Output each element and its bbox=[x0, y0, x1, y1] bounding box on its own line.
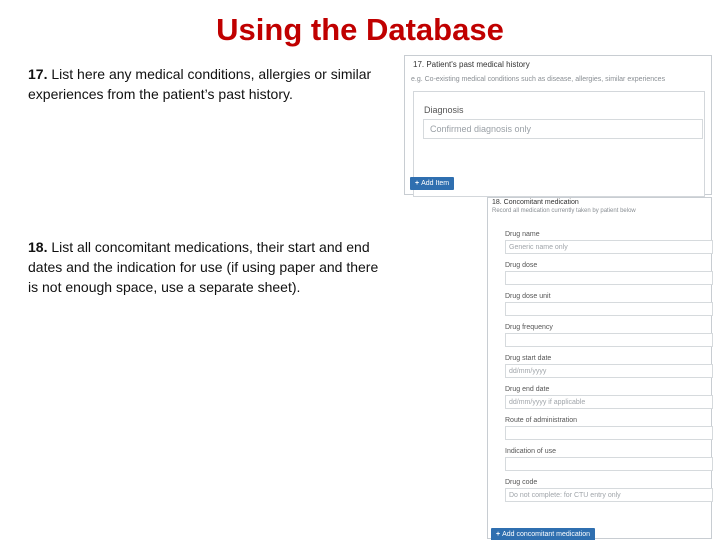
panel-18-hint: Record all medication currently taken by patient below bbox=[492, 208, 636, 214]
concomitant-medication-panel bbox=[487, 197, 712, 539]
medication-field bbox=[505, 323, 713, 347]
question-18-text bbox=[28, 237, 388, 297]
diagnosis-label: Diagnosis bbox=[424, 105, 464, 115]
add-item-label: Add Item bbox=[421, 180, 450, 187]
add-concomitant-medication-button[interactable] bbox=[491, 528, 595, 540]
medication-field-input[interactable]: Do not complete: for CTU entry only bbox=[505, 488, 713, 502]
medication-field-label: Drug start date bbox=[505, 355, 552, 362]
medication-field bbox=[505, 354, 713, 378]
medication-field bbox=[505, 261, 713, 285]
medication-field-input[interactable]: Generic name only bbox=[505, 240, 713, 254]
question-17-text bbox=[28, 64, 388, 104]
panel-17-hint: e.g. Co-existing medical conditions such as disease, allergies, similar experiences bbox=[411, 76, 666, 83]
plus-icon: + bbox=[496, 531, 501, 538]
medication-field-input[interactable] bbox=[505, 426, 713, 440]
medication-field bbox=[505, 292, 713, 316]
diagnosis-input[interactable]: Confirmed diagnosis only bbox=[423, 119, 703, 139]
past-medical-history-panel bbox=[404, 55, 712, 195]
medication-field bbox=[505, 385, 713, 409]
question-17-number: 17. bbox=[28, 66, 48, 82]
add-item-button[interactable] bbox=[410, 177, 454, 190]
medication-field-label: Drug end date bbox=[505, 386, 550, 393]
question-18-body: List all concomitant medications, their start and end dates and the indication for use (if using paper and there is not enough space, use a separate sheet). bbox=[28, 239, 379, 295]
medication-field-input[interactable] bbox=[505, 302, 713, 316]
medication-field bbox=[505, 416, 713, 440]
medication-field-input[interactable] bbox=[505, 271, 713, 285]
medication-field bbox=[505, 230, 713, 254]
question-17-body: List here any medical conditions, allergies or similar experiences from the patient’s past history. bbox=[28, 66, 372, 102]
medication-field-label: Drug dose unit bbox=[505, 293, 551, 300]
medication-field-input[interactable] bbox=[505, 333, 713, 347]
medication-field-label: Drug frequency bbox=[505, 324, 553, 331]
medication-field-label: Drug code bbox=[505, 479, 538, 486]
medication-field-input[interactable]: dd/mm/yyyy if applicable bbox=[505, 395, 713, 409]
diagnosis-item bbox=[413, 91, 705, 197]
plus-icon: + bbox=[415, 180, 420, 187]
slide-title: Using the Database bbox=[216, 12, 504, 47]
medication-field bbox=[505, 447, 713, 471]
panel-17-title: 17. Patient's past medical history bbox=[413, 60, 530, 69]
add-concomitant-medication-label: Add concomitant medication bbox=[502, 531, 591, 538]
medication-field-label: Drug dose bbox=[505, 262, 538, 269]
medication-field-label: Route of administration bbox=[505, 417, 577, 424]
medication-field-input[interactable]: dd/mm/yyyy bbox=[505, 364, 713, 378]
medication-field-input[interactable] bbox=[505, 457, 713, 471]
panel-18-title: 18. Concomitant medication bbox=[492, 199, 579, 206]
medication-field bbox=[505, 478, 713, 502]
medication-field-label: Drug name bbox=[505, 231, 540, 238]
medication-field-label: Indication of use bbox=[505, 448, 556, 455]
question-18-number: 18. bbox=[28, 239, 48, 255]
